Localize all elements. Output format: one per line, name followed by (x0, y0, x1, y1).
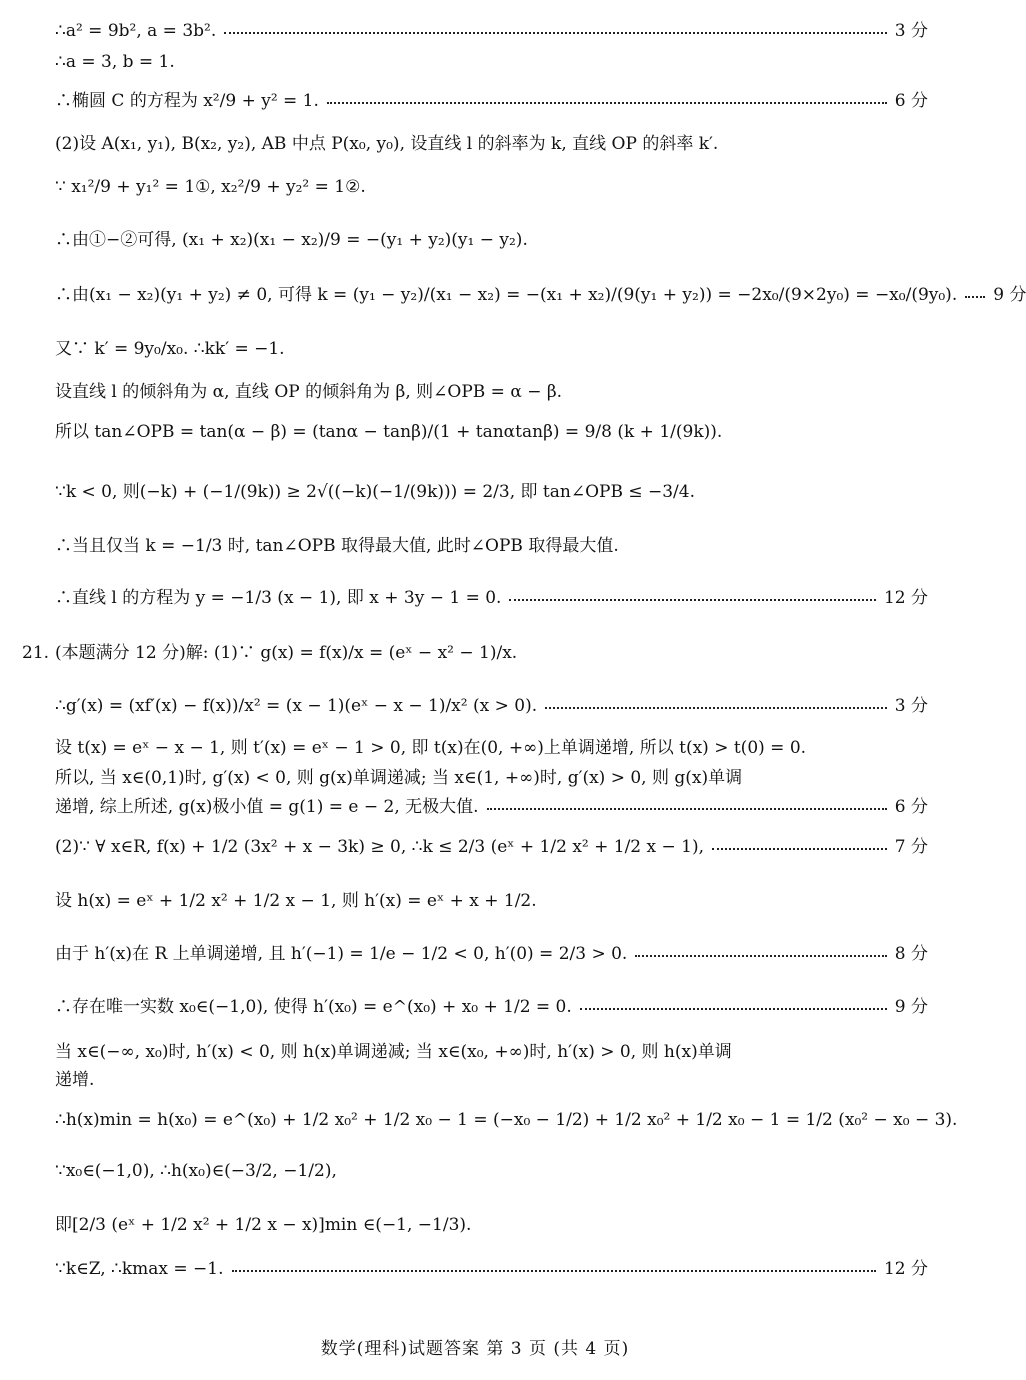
score-mark: 6 分 (894, 91, 928, 111)
line-text: ∴由①−②可得, (x₁ + x₂)(x₁ − x₂)/9 = −(y₁ + y₂)(y₁ − y₂). (55, 230, 528, 250)
line-20 (55, 890, 928, 912)
line-15 (55, 695, 928, 717)
leader-dots (224, 32, 887, 34)
line-11 (55, 481, 928, 503)
line-text: ∴由(x₁ − x₂)(y₁ + y₂) ≠ 0, 可得 k = (y₁ − y₂)/(x₁ − x₂) = −(x₁ + x₂)/(9(y₁ + y₂)) = −2x₀/(9×2y₀) = −x₀/(9y₀). (55, 285, 958, 305)
score-mark: 9 分 (993, 285, 1026, 305)
leader-dots (232, 1270, 876, 1272)
line-text: ∵k∈Z, ∴kmax = −1. (55, 1259, 224, 1279)
line-22 (55, 996, 928, 1018)
leader-dots (487, 808, 887, 810)
line-text: 设直线 l 的倾斜角为 α, 直线 OP 的倾斜角为 β, 则∠OPB = α − β. (55, 382, 563, 402)
leader-dots (635, 955, 886, 957)
line-text: 设 h(x) = eˣ + 1/2 x² + 1/2 x − 1, 则 h′(x) = eˣ + x + 1/2. (55, 891, 537, 911)
line-27 (55, 1214, 928, 1236)
line-text: (2)设 A(x₁, y₁), B(x₂, y₂), AB 中点 P(x₀, y₀), 设直线 l 的斜率为 k, 直线 OP 的斜率 k′. (55, 134, 719, 154)
line-1 (55, 20, 928, 42)
line-text: ∴椭圆 C 的方程为 x²/9 + y² = 1. (55, 91, 319, 111)
line-text: 当 x∈(−∞, x₀)时, h′(x) < 0, 则 h(x)单调递减; 当 x∈(x₀, +∞)时, h′(x) > 0, 则 h(x)单调 (55, 1042, 732, 1062)
score-mark: 12 分 (883, 1259, 928, 1279)
leader-dots (712, 848, 887, 850)
page-footer: 数学(理科)试题答案 第 3 页 (共 4 页) (320, 1339, 630, 1359)
leader-dots (509, 599, 876, 601)
leader-dots (965, 296, 985, 298)
line-text: ∵x₀∈(−1,0), ∴h(x₀)∈(−3/2, −1/2), (55, 1161, 337, 1181)
line-5 (55, 176, 928, 198)
line-text: ∴a² = 9b², a = 3b². (55, 21, 217, 41)
line-16 (55, 737, 928, 759)
line-18 (55, 796, 928, 818)
line-9 (55, 381, 928, 403)
line-23 (55, 1041, 928, 1063)
line-13 (55, 587, 928, 609)
score-mark: 8 分 (894, 944, 928, 964)
line-text: ∴h(x)min = h(x₀) = e^(x₀) + 1/2 x₀² + 1/2 x₀ − 1 = (−x₀ − 1/2) + 1/2 x₀² + 1/2 x₀ − 1 = 1/2 (x₀² − x₀ − 3). (55, 1110, 958, 1130)
line-24 (55, 1069, 928, 1091)
line-text: 所以, 当 x∈(0,1)时, g′(x) < 0, 则 g(x)单调递减; 当 x∈(1, +∞)时, g′(x) > 0, 则 g(x)单调 (55, 768, 743, 788)
score-mark: 12 分 (883, 588, 928, 608)
score-mark: 6 分 (894, 797, 928, 817)
score-mark: 3 分 (894, 696, 928, 716)
line-text: 又∵ k′ = 9y₀/x₀. ∴kk′ = −1. (55, 339, 285, 359)
score-mark: 9 分 (894, 997, 928, 1017)
line-12 (55, 535, 928, 557)
line-text: 所以 tan∠OPB = tan(α − β) = (tanα − tanβ)/(1 + tanαtanβ) = 9/8 (k + 1/(9k)). (55, 422, 723, 442)
line-28 (55, 1258, 928, 1280)
line-text: 设 t(x) = eˣ − x − 1, 则 t′(x) = eˣ − 1 > 0, 即 t(x)在(0, +∞)上单调递增, 所以 t(x) > t(0) = 0. (55, 738, 807, 758)
score-mark: 7 分 (894, 837, 928, 857)
line-19 (55, 836, 928, 858)
line-25 (55, 1109, 958, 1131)
line-17 (55, 767, 928, 789)
line-10 (55, 421, 928, 443)
line-text: ∴存在唯一实数 x₀∈(−1,0), 使得 h′(x₀) = e^(x₀) + x₀ + 1/2 = 0. (55, 997, 572, 1017)
line-text: (2)∵ ∀ x∈R, f(x) + 1/2 (3x² + x − 3k) ≥ 0, ∴k ≤ 2/3 (eˣ + 1/2 x² + 1/2 x − 1), (55, 837, 705, 857)
line-21 (55, 943, 928, 965)
line-text: ∵k < 0, 则(−k) + (−1/(9k)) ≥ 2√((−k)(−1/(9k))) = 2/3, 即 tan∠OPB ≤ −3/4. (55, 482, 696, 502)
line-text: ∴当且仅当 k = −1/3 时, tan∠OPB 取得最大值, 此时∠OPB 取得最大值. (55, 536, 619, 556)
line-text: ∴直线 l 的方程为 y = −1/3 (x − 1), 即 x + 3y − 1 = 0. (55, 588, 502, 608)
line-8 (55, 338, 928, 360)
line-text: 递增. (55, 1070, 95, 1090)
line-text: ∴g′(x) = (xf′(x) − f(x))/x² = (x − 1)(eˣ − x − 1)/x² (x > 0). (55, 696, 538, 716)
line-text: 递增, 综上所述, g(x)极小值 = g(1) = e − 2, 无极大值. (55, 797, 479, 817)
leader-dots (327, 102, 887, 104)
line-3 (55, 90, 928, 112)
line-text: 即[2/3 (eˣ + 1/2 x² + 1/2 x − x)]min ∈(−1, −1/3). (55, 1215, 472, 1235)
question-21-heading (22, 642, 928, 664)
line-text: ∵ x₁²/9 + y₁² = 1①, x₂²/9 + y₂² = 1②. (55, 177, 366, 197)
line-7 (55, 284, 1026, 306)
line-4 (55, 133, 928, 155)
leader-dots (545, 707, 887, 709)
line-text: (本题满分 12 分)解: (1)∵ g(x) = f(x)/x = (eˣ − x² − 1)/x. (55, 643, 518, 663)
question-number: 21. (22, 643, 50, 663)
score-mark: 3 分 (894, 21, 928, 41)
line-text: 由于 h′(x)在 R 上单调递增, 且 h′(−1) = 1/e − 1/2 < 0, h′(0) = 2/3 > 0. (55, 944, 628, 964)
line-26 (55, 1160, 928, 1182)
line-2 (55, 51, 928, 73)
line-text: ∴a = 3, b = 1. (55, 52, 175, 72)
line-6 (55, 229, 928, 251)
leader-dots (580, 1008, 887, 1010)
